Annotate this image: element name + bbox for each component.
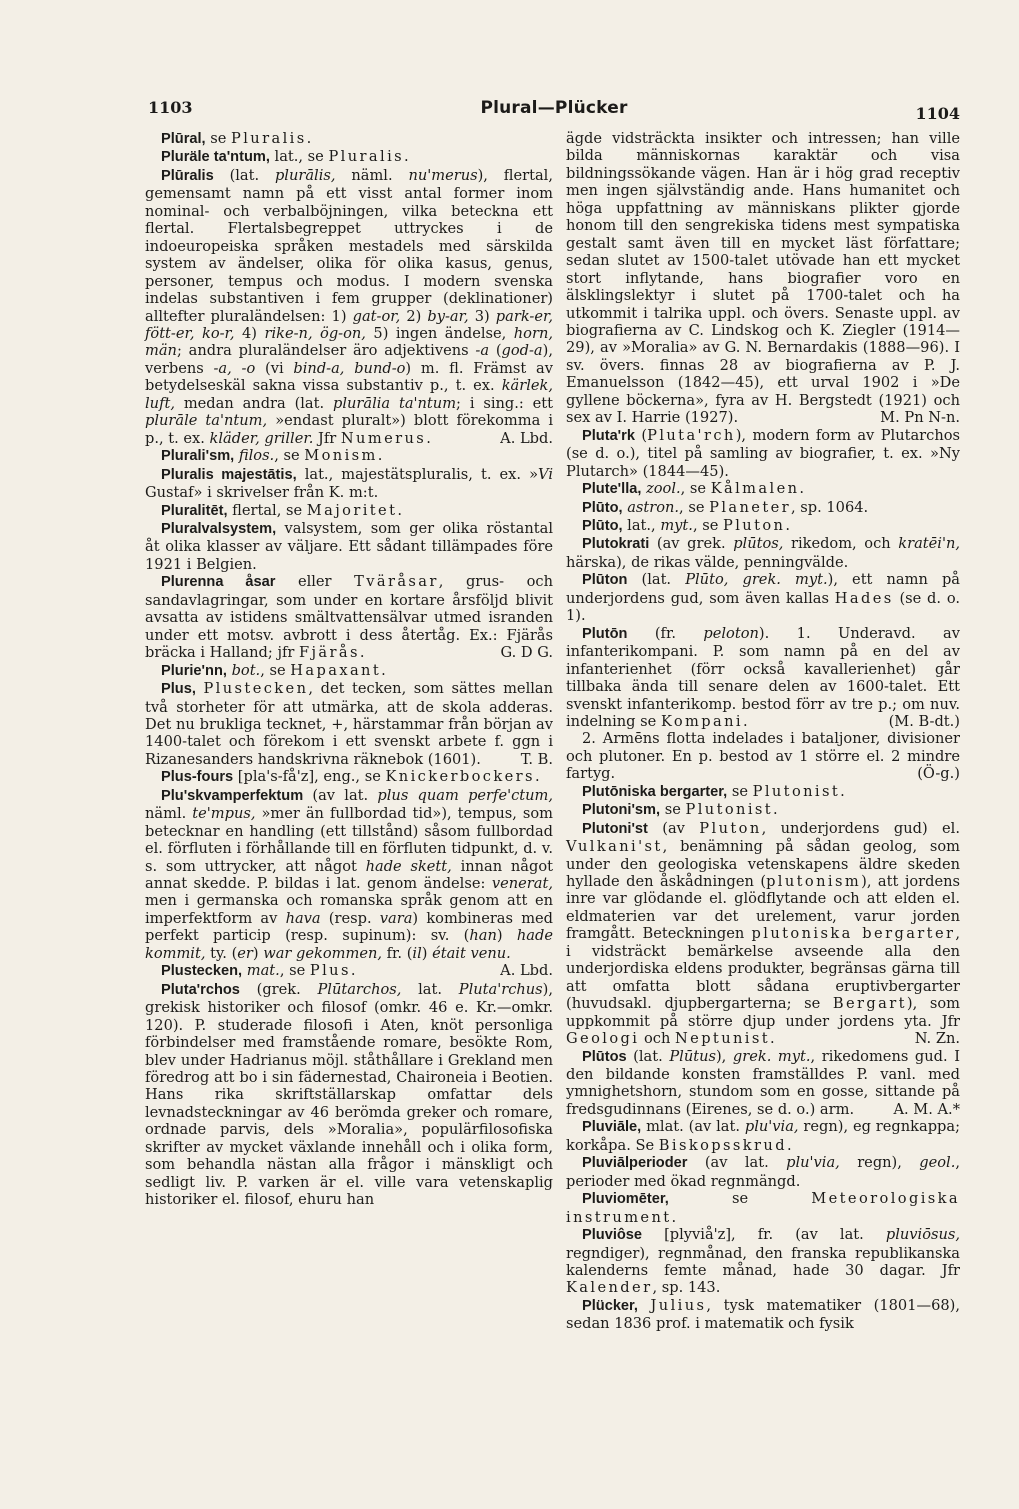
entry-pluton-myt: Plūton (lat. Plūto, grek. myt.), ett namn på underjordens gud, som även kallas Hades (se d. o. 1).: [566, 571, 961, 625]
cross-reference: Numerus: [340, 429, 427, 447]
entry-pluton-mil: Plutōn (fr. peloton). 1. Underavd. av infanterikompani. P. som namn på en del av infanterienhet (förr också kavallerienhet) går tillbaka ända till senare delen av 1600-talet. Ett svenskt infanterikomp. bestod förr av tre p.; om nuv. indelning se Kompani. (M. B-dt.): [566, 624, 960, 730]
entry-plutark: Pluta'rk (Pluta'rch), modern form av Plutarchos (se d. o.), titel på samling av biografier, t. ex. »Ny Plutarch» (1844—45).: [566, 426, 960, 480]
cross-reference: Julius: [650, 1296, 707, 1314]
headword: Plūto,: [582, 499, 623, 516]
entry-plus: Plus, Plustecken, det tecken, som sättes mellan två storheter för att utmärka, att de skola adderas. Det nu brukliga tecknet, +, härstammar från början av 1400-talet och förekom i ett svenskt arbete f. ggn i Rizanesanders handskrivna räknebok (1601). T. B.: [145, 680, 554, 768]
headword: Pluta'rchos: [161, 981, 240, 998]
author-signature: A. Lbd.: [500, 429, 553, 447]
running-head: Plural—Plücker: [480, 98, 628, 118]
headword: Plutoni'st: [582, 820, 648, 837]
cross-reference: Geologi: [566, 1030, 640, 1048]
headword: Plute'lla,: [582, 481, 642, 498]
cross-reference: Vulkani'st: [566, 838, 663, 856]
headword: Plūralis: [161, 167, 214, 184]
entry-plural: Plūral, se Pluralis.: [161, 130, 312, 147]
entry-plucker: Plücker, Julius, tysk matematiker (1801—68), sedan 1836 prof. i matematik och fysik: [566, 1296, 960, 1333]
headword: Pluviāle,: [582, 1119, 642, 1136]
cross-reference: Pluta'rch: [647, 426, 736, 444]
cross-reference: Pluralis: [328, 148, 405, 166]
author-signature: A. Lbd.: [500, 962, 553, 980]
headword: Plurie'nn,: [161, 662, 227, 679]
cross-reference: Tväråsar: [354, 573, 439, 591]
cross-reference: Kompani: [660, 712, 743, 730]
entry-pluviale: Pluviāle, mlat. (av lat. plu'via, regn), eg regnkappa; korkåpa. Se Biskopsskrud.: [566, 1118, 960, 1154]
headword: Plus-fours: [161, 769, 234, 786]
entry-plurale-tantum: Pluräle ta'ntum, lat., se Pluralis.: [161, 148, 409, 166]
entry-pluralvalsystem: Pluralvalsystem, valsystem, som ger olika röstantal åt olika klasser av väljare. Ett sådant tillämpades före 1921 i Belgien.: [145, 519, 553, 573]
headword: Pluralitēt,: [161, 502, 228, 519]
cross-reference: Majoritet: [306, 501, 398, 519]
headword: Pluralis majestātis,: [161, 466, 297, 483]
cross-reference: Planeter: [709, 498, 791, 516]
page-header: [148, 98, 960, 128]
cross-reference: Plus: [309, 962, 351, 980]
author-signature: (M. B-dt.): [888, 712, 960, 730]
entry-plustecken: Plustecken, mat., se Plus.: [161, 962, 356, 980]
cross-reference: Biskopsskrud: [658, 1136, 787, 1154]
headword: Plustecken,: [161, 963, 243, 980]
cross-reference: Pluralis: [231, 130, 307, 147]
cross-reference: Neptunist: [674, 1030, 771, 1048]
cross-reference: Kålmalen: [710, 480, 800, 498]
cross-reference: Knickerbockers: [385, 768, 535, 786]
headword: Pluräle ta'ntum,: [161, 149, 270, 166]
entry-plutarchos-continued: ägde vidsträckta insikter och intressen; han ville bilda människornas karaktär och visa bildningssökande vägen. Han är i hög grad receptiv men ingen självständig ande. Hans humanitet och höga uppfattning av människans plikter gjorde honom till den sengrekiska tidens mest sympatiska gestalt samt även till en mycket läst författare; sedan slutet av 1500-talet utövade han ett mycket stort inflytande, hans biografier voro en älsklingslektyr i slutet på 1700-talet och ha utkommit i talrika uppl. och övers. Senaste uppl. av biografierna av C. Lindskog och K. Ziegler (1914—29), av »Moralia» av G. N. Bernardakis (1888—96). I sv. övers. finnas 28 av biografierna av P. J. Emanuelsson (1842—45), ett urval 1902 i »De gyllene böckerna», fyra av H. Bergstedt (1921) och sex av I. Harrie (1927). M. Pn N-n.: [566, 130, 960, 427]
cross-reference: Pluton: [722, 516, 786, 534]
cross-reference: Monism: [304, 447, 378, 465]
entry-plutonism: Plutoni'sm, se Plutonist.: [582, 801, 778, 819]
entry-pluviometer: Pluviomēter, se Meteorologiska instrument.: [566, 1190, 960, 1226]
author-signature: G. D G.: [500, 644, 553, 662]
cross-reference: Plutonist: [752, 782, 841, 800]
cross-reference: Hapaxant: [290, 661, 382, 679]
headword: Pluviomēter,: [582, 1191, 669, 1208]
entry-pluralis: Plūralis (lat. plurālis, näml. nu'merus), flertal, gemensamt namn på ett visst antal former inom nominal- och verbalböjningen, vilka beteckna ett flertal. Flertalsbegreppet uttryckes i de indoeuropeiska språken mestadels med särskilda system av ändelser, olika för olika kasus, genus, personer, tempus och modus. I modern svenska indelas substantiven i fem grupper (deklinationer) alltefter pluraländelsen: 1) gat-or, 2) by-ar, 3) park-er, fött-er, ko-r, 4) rike-n, ög-on, 5) ingen ändelse, horn, män; andra pluraländelser äro adjektivens -a (god-a), verbens -a, -o (vi bind-a, bund-o) m. fl. Främst av betydelseskäl sakna vissa substantiv p., t. ex. kärlek, luft, medan andra (lat. plurālia ta'ntum; i sing.: ett plurāle ta'ntum, »endast pluralt») blott förekomma i p., t. ex. kläder, griller. Jfr Numerus. A. Lbd.: [145, 166, 553, 447]
author-signature: A. M. A.*: [893, 1100, 960, 1118]
entry-pluton-mil-2: 2. Armēns flotta indelades i bataljoner, divisioner och plutoner. En p. bestod av 1 större el. 2 mindre fartyg. (Ö-g.): [566, 730, 960, 783]
entry-plus-fours: Plus-fours [pla's-få'z], eng., se Knickerbockers.: [161, 768, 540, 786]
entry-plutonist: Plutoni'st (av Pluton, underjordens gud) el. Vulkani'st, benämning på sådan geolog, som under den geologiska vetenskapens äldre skeden hyllade den åskådningen (plutonism), att jordens inre var glödande el. glödflytande och att elden el. eldmaterien var det urelement, varur jorden framgått. Beteckningen plutoniska bergarter, i vidsträckt bemärkelse avseende alla den underjordiska eldens produkter, begränsas gärna till att omfatta blott sådana eruptivbergarter (huvudsakl. djupbergarterna; se Bergart), som uppkommit på större djup under jordens yta. Jfr Geologi och Neptunist. N. Zn.: [566, 819, 960, 1048]
author-signature: (Ö-g.): [917, 765, 960, 783]
author-signature: M. Pn N-n.: [880, 409, 960, 427]
entry-pluviose: Pluviôse [plyviå'z], fr. (av lat. pluviōsus, regndiger), regnmånad, den franska republikanska kalenderns femte månad, hade 30 dagar. Jfr Kalender, sp. 143.: [566, 1226, 960, 1297]
cross-reference: Plustecken: [203, 680, 309, 698]
headword: Plutoni'sm,: [582, 802, 661, 819]
cross-reference: Meteorologiska instrument: [566, 1190, 960, 1226]
entry-pluto-myt: Plūto, lat., myt., se Pluton.: [582, 516, 790, 534]
headword: Plutōniska bergarter,: [582, 783, 728, 800]
author-signature: N. Zn.: [914, 1030, 960, 1048]
headword: Plūton: [582, 572, 628, 589]
cross-reference: Hades: [834, 589, 894, 607]
headword: Plūtos: [582, 1048, 627, 1065]
entry-pluto-astron: Plūto, astron., se Planeter, sp. 1064.: [582, 498, 869, 516]
headword: Plurenna åsar: [161, 574, 276, 591]
entry-plutokrati: Plutokrati (av grek. plūtos, rikedom, och kratēi'n, härska), de rikas välde, penningvälde.: [566, 535, 960, 571]
entry-plutoniska-bergarter: Plutōniska bergarter, se Plutonist.: [582, 782, 845, 800]
author-signature: T. B.: [520, 750, 553, 768]
headword: Plūto,: [582, 517, 623, 534]
page-number-left: 1103: [148, 98, 193, 117]
headword: Plutokrati: [582, 536, 650, 553]
entry-pluriann: Plurie'nn, bot., se Hapaxant.: [161, 661, 386, 679]
entry-plutos: Plūtos (lat. Plūtus), grek. myt., rikedomens gud. I den bildande konsten framställdes P. vanl. med ymnighetshorn, stundom som en gosse, sittande på fredsgudinnans (Eirenes, se d. o.) arm. A. M. A.*: [566, 1047, 960, 1118]
headword: Plurali'sm,: [161, 448, 235, 465]
headword: Plutōn: [582, 625, 628, 642]
entry-pluvialperioder: Pluviālperioder (av lat. plu'via, regn), geol., perioder med ökad regnmängd.: [566, 1154, 960, 1190]
entry-pluralis-majestatis: Pluralis majestātis, lat., majestätspluralis, t. ex. »Vi Gustaf» i skrivelser från K. m:t.: [145, 465, 553, 502]
headword: Plücker,: [582, 1297, 638, 1314]
headword: Pluta'rk: [582, 427, 635, 444]
entry-pluralitet: Pluralitēt, flertal, se Majoritet.: [161, 501, 402, 519]
cross-reference: Plutonist: [685, 801, 774, 819]
cross-reference: plutonism: [766, 873, 862, 891]
headword: Pluralvalsystem,: [161, 520, 277, 537]
headword: Plu'skvamperfektum: [161, 787, 304, 804]
entry-pluskvamperfektum: Plu'skvamperfektum (av lat. plus quam perfe'ctum, näml. te'mpus, »mer än fullbordad tid»), tempus, som betecknar en handling (ett tillstånd) såsom fullbordad el. förfluten i förhållande till en förfluten tidpunkt, d. v. s. som uttrycker, att något hade skett, innan något annat skedde. P. bildas i lat. genom ändelse: venerat, men i germanska och romanska språk genom att en imperfektform av hava (resp. vara) kombineras med perfekt particip (resp. supinum): sv. (han) hade kommit, ty. (er) war gekommen, fr. (il) était venu. A. Lbd.: [145, 786, 554, 980]
cross-reference: Pluton: [699, 819, 762, 837]
headword: Plus,: [161, 681, 196, 698]
cross-reference: Fjärås: [298, 644, 360, 662]
right-column: [566, 130, 960, 1333]
cross-reference: Kalender: [566, 1279, 653, 1297]
entry-plurenna-asar: Plurenna åsar eller Tväråsar, grus- och sandavlagringar, som under en kortare årsföljd blivit avsatta av istidens smältvattensälvar utmed isranden under ett motsv. avbrott i dess återtåg. Ex.: Fjärås bräcka i Halland; jfr Fjärås. G. D G.: [145, 573, 553, 662]
left-column: [145, 130, 553, 1209]
entry-plutella: Plute'lla, zool., se Kålmalen.: [582, 480, 805, 498]
cross-reference: Bergart: [832, 995, 907, 1013]
cross-reference: plutoniska bergarter: [751, 925, 956, 943]
entry-pluralism: Plurali'sm, filos., se Monism.: [161, 447, 383, 465]
headword: Pluviālperioder: [582, 1155, 688, 1172]
headword: Plūral,: [161, 131, 206, 147]
page-number-right: 1104: [915, 104, 960, 123]
entry-plutarchos: Pluta'rchos (grek. Plūtarchos, lat. Pluta'rchus), grekisk historiker och filosof (omkr. 46 e. Kr.—omkr. 120). P. studerade filosofi i Aten, knöt personliga förbindelser med framstående romare, besökte Rom, blev under Hadrianus möjl. ståthållare i Grekland men föredrog att bo i sin fädernestad, Chaironeia i Beotien. Hans rika skriftställarskap omfattar dels levnadsteckningar av 46 berömda greker och romare, ordnade parvis, dels »Moralia», populärfilosofiska skrifter av mycket växlande innehåll och i olika form, som behandla nästan alla frågor i mänskligt och sedligt liv. P. varken är el. ville vara vetenskaplig historiker el. filosof, ehuru han: [145, 980, 553, 1209]
headword: Pluviôse: [582, 1227, 643, 1244]
